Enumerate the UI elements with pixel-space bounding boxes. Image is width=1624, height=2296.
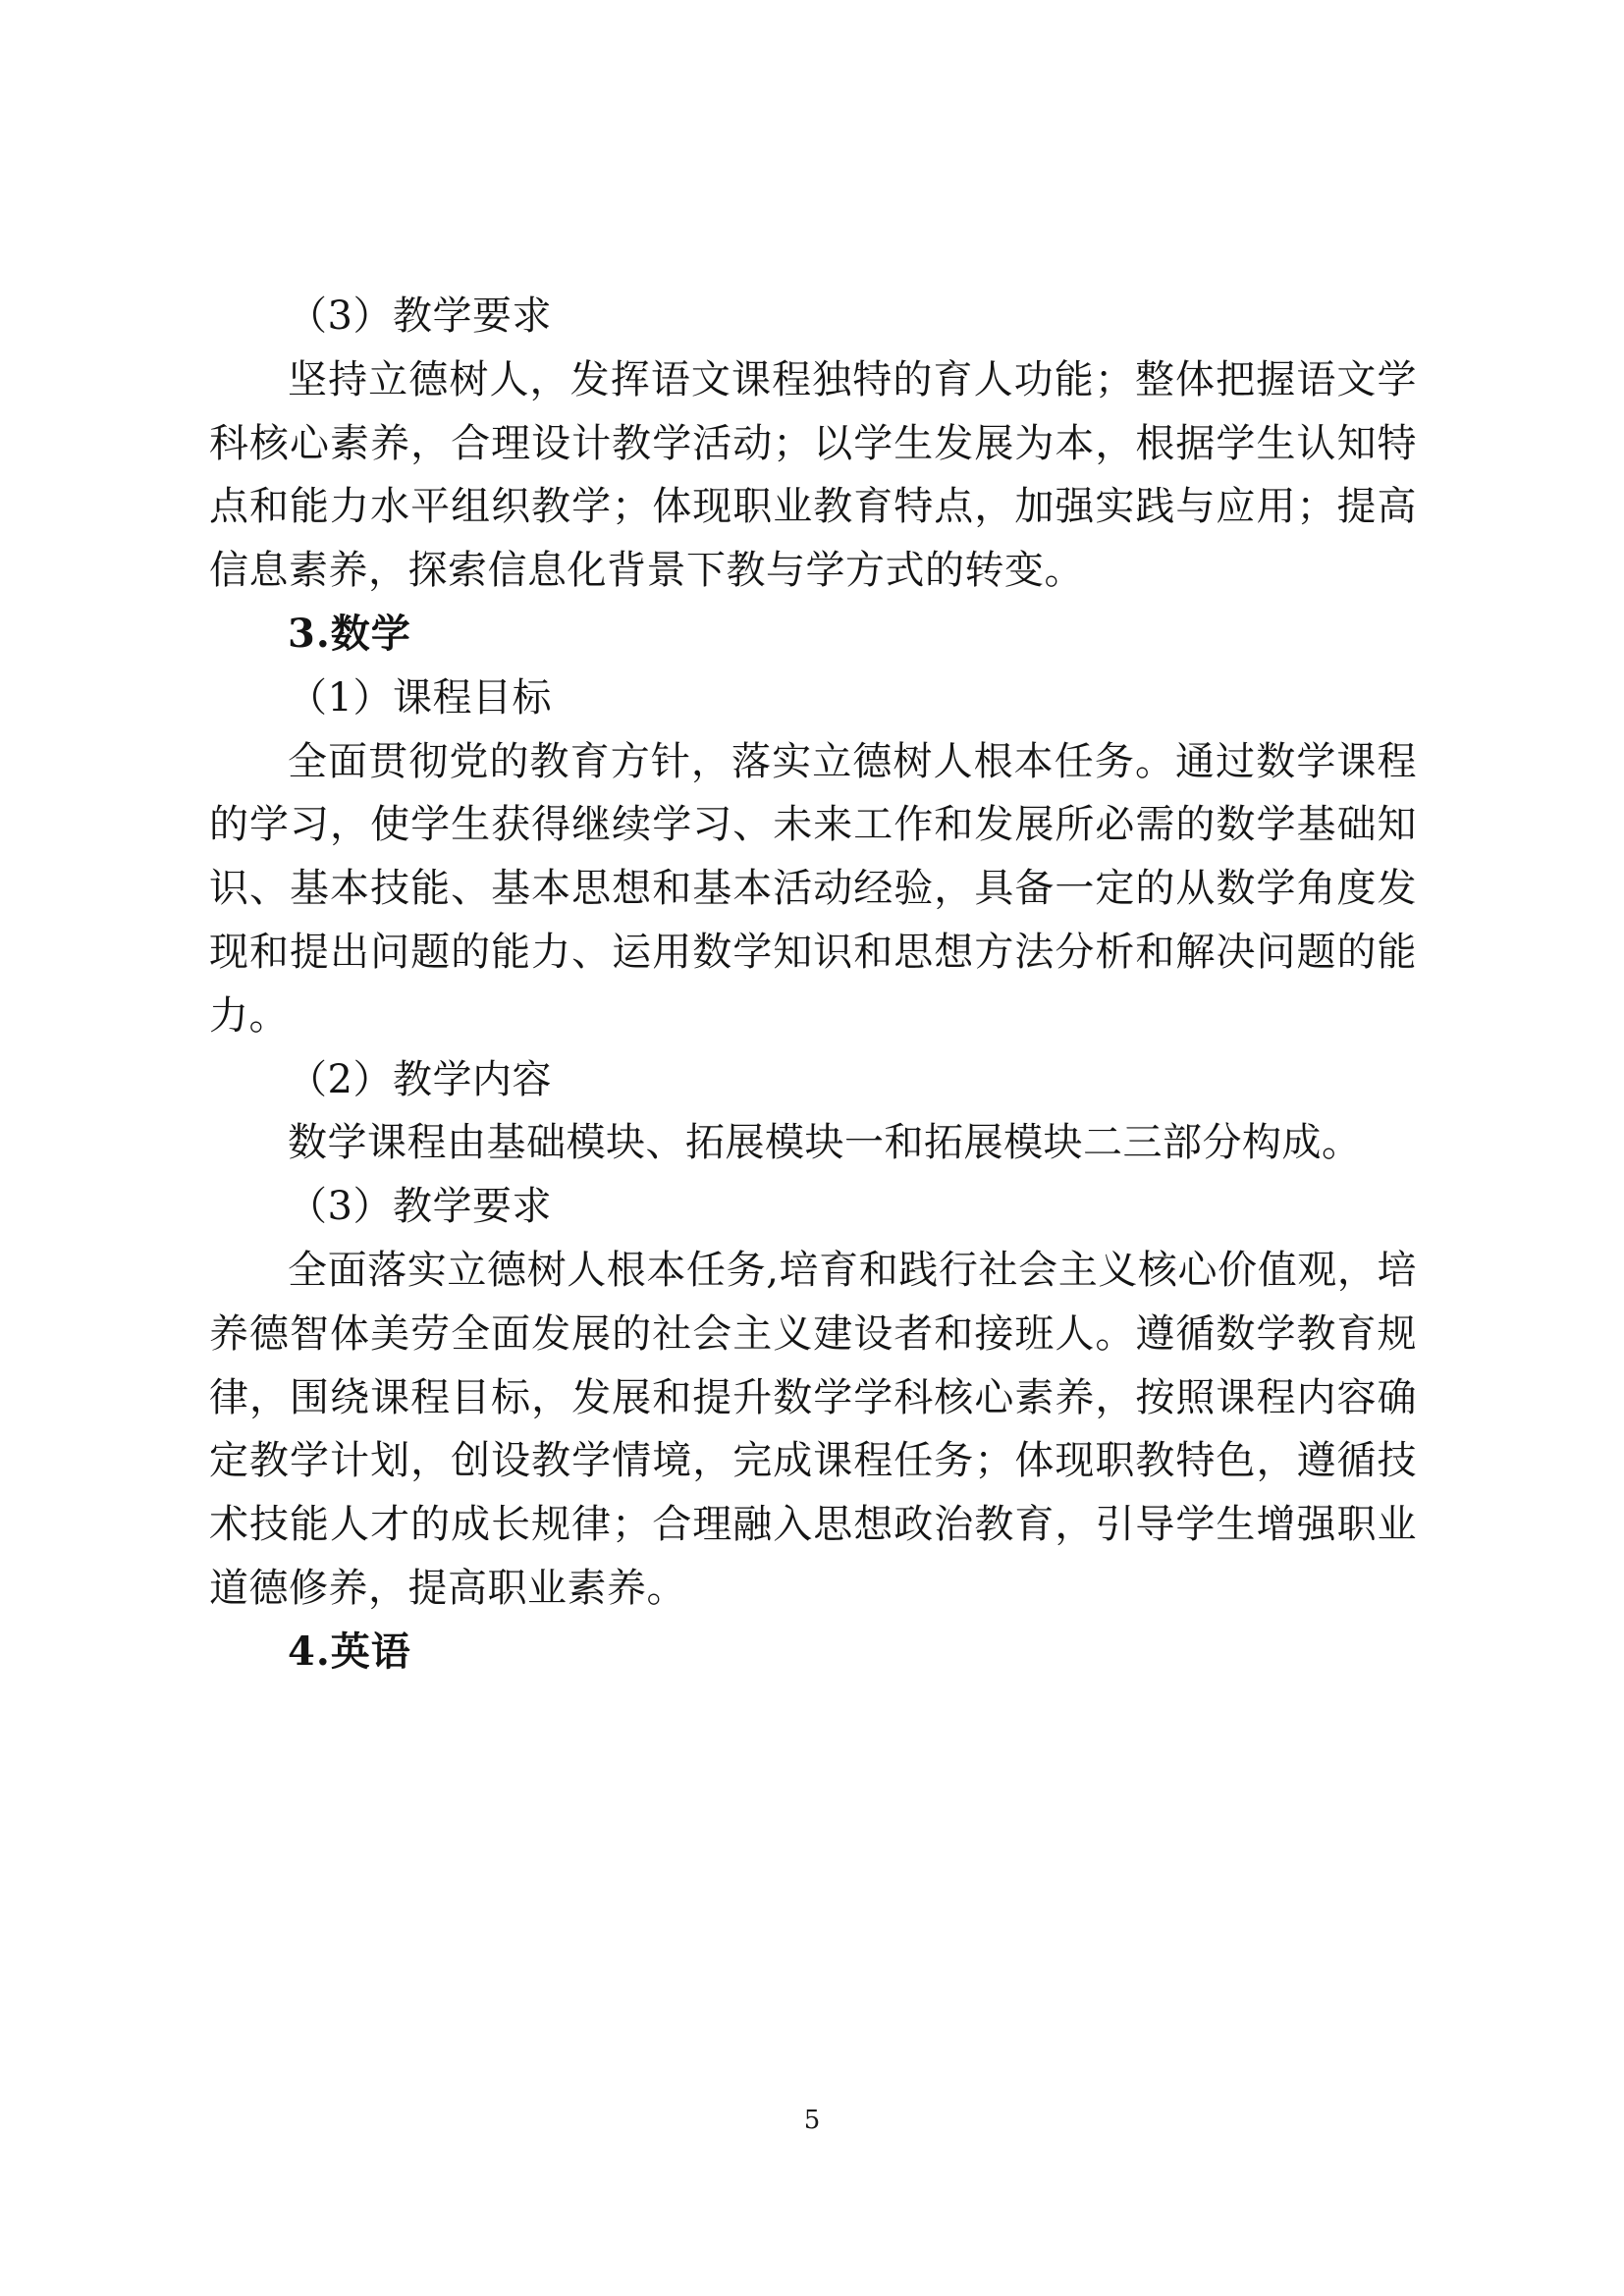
paragraph-course-objectives-label: （1）课程目标 — [288, 674, 552, 721]
paragraph-math-course-objectives: 全面贯彻党的教育方针，落实立德树人根本任务。通过数学课程的学习，使学生获得继续学习、未来工作和发展所必需的数学基础知识、基本技能、基本思想和基本活动经验，具备一定的从数学角度发现和提出问题的能力、运用数学知识和思想方法分析和解决问题的能力。 — [209, 738, 1417, 1039]
heading-english: 4.英语 — [288, 1628, 411, 1675]
heading-math: 3.数学 — [288, 610, 411, 657]
paragraph-math-teaching-requirements: 全面落实立德树人根本任务,培育和践行社会主义核心价值观，培养德智体美劳全面发展的社会主义建设者和接班人。遵循数学教育规律，围绕课程目标，发展和提升数学学科核心素养，按照课程内容确定教学计划，创设教学情境，完成课程任务；体现职教特色，遵循技术技能人才的成长规律；合理融入思想政治教育，引导学生增强职业道德修养，提高职业素养。 — [209, 1247, 1417, 1611]
paragraph-math-teaching-content: 数学课程由基础模块、拓展模块一和拓展模块二三部分构成。 — [288, 1120, 1362, 1166]
paragraph-teaching-requirements-label-1: （3）教学要求 — [288, 294, 552, 339]
paragraph-chinese-teaching-requirements: 坚持立德树人，发挥语文课程独特的育人功能；整体把握语文学科核心素养，合理设计教学活动；以学生发展为本，根据学生认知特点和能力水平组织教学；体现职业教育特点，加强实践与应用；提高信息素养，探索信息化背景下教与学方式的转变。 — [209, 356, 1417, 594]
paragraph-teaching-requirements-label-2: （3）教学要求 — [288, 1184, 552, 1230]
document-body — [209, 285, 1417, 1684]
paragraph-teaching-content-label: （2）教学内容 — [288, 1056, 552, 1102]
page-number: 5 — [803, 2106, 821, 2135]
